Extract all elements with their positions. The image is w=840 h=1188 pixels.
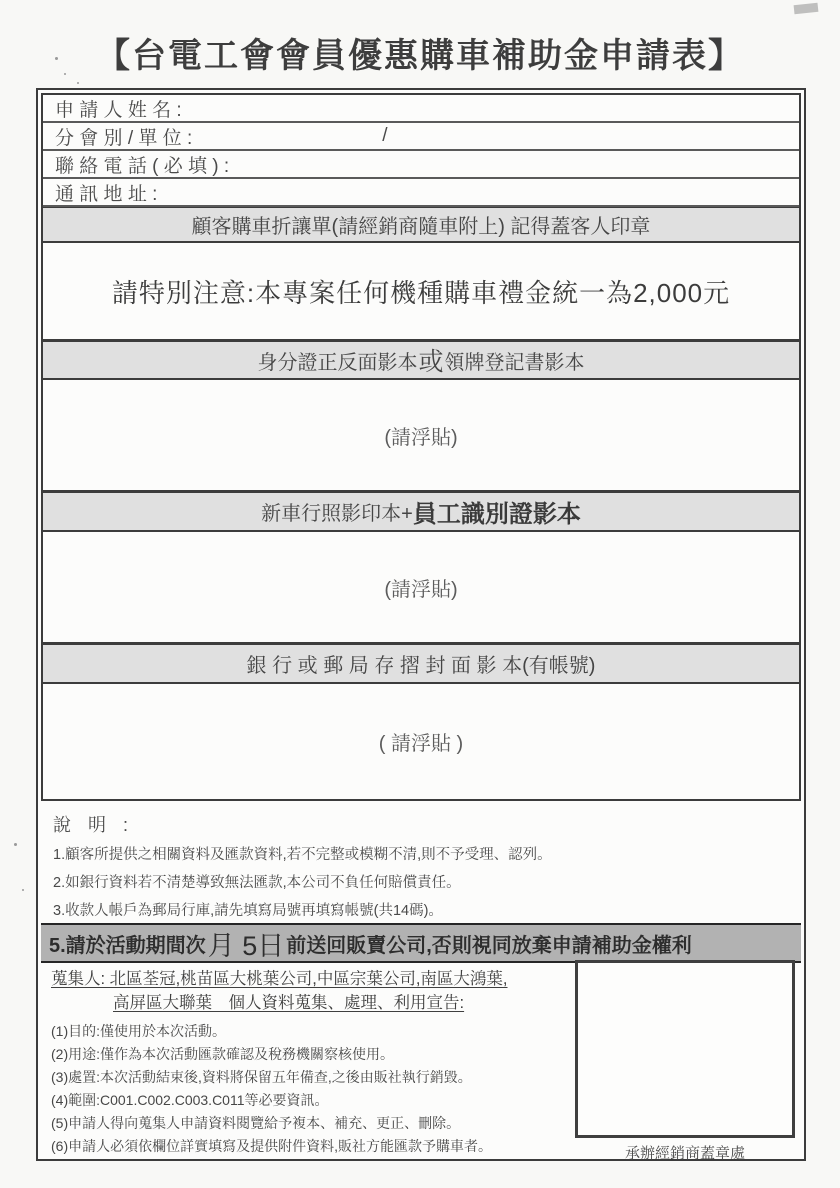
privacy-items — [41, 1020, 586, 1158]
license-copy-paste-hint: (請浮貼) — [384, 578, 458, 601]
scan-speckle — [22, 889, 24, 891]
notes-block — [41, 805, 801, 925]
id-copy-paste-hint: (請浮貼) — [384, 426, 458, 449]
special-notice-area — [43, 243, 799, 341]
bankbook-header-text: 銀 行 或 郵 局 存 摺 封 面 影 本(有帳號) — [246, 655, 596, 677]
id-copy-header-or: 或 — [418, 348, 444, 376]
special-notice-text: 請特別注意:本專案任何機種購車禮金統一為2,000元 — [111, 277, 731, 308]
bankbook-paste-area — [43, 684, 799, 799]
mailing-address-label: 通 訊 地 址 : — [55, 183, 158, 205]
id-copy-paste-area — [43, 380, 799, 492]
privacy-item-3: (3)處置:本次活動結束後,資料將保留五年備查,之後由販社執行銷毀。 — [51, 1069, 472, 1085]
privacy-collector-line1: 蒐集人: 北區荃冠,桃苗區大桃葉公司,中區宗葉公司,南區大鴻葉, — [51, 970, 508, 988]
id-copy-header-suffix: 領牌登記書影本 — [444, 351, 585, 374]
applicant-name-label: 申 請 人 姓 名 : — [55, 99, 182, 121]
deadline-suffix: 前送回販賣公司,否則視同放棄申請補助金權利 — [286, 934, 692, 957]
discount-slip-header-text: 顧客購車折讓單(請經銷商隨車附上) 記得蓋客人印章 — [191, 216, 651, 238]
section-header-id-copy — [43, 341, 799, 380]
contact-phone-label: 聯 絡 電 話 ( 必 填 ) : — [55, 155, 230, 177]
notes-heading: 說 明 : — [53, 815, 135, 835]
privacy-item-2: (2)用途:僅作為本次活動匯款確認及稅務機關察核使用。 — [51, 1046, 394, 1062]
privacy-item-5: (5)申請人得向蒐集人申請資料閱覽給予複本、補充、更正、刪除。 — [51, 1115, 461, 1131]
privacy-item-4: (4)範圍:C001.C002.C003.C011等必要資訊。 — [51, 1092, 329, 1108]
privacy-collector-line2: 高屏區大聯葉 個人資料蒐集、處理、利用宣告: — [113, 994, 465, 1012]
dealer-stamp-box — [575, 960, 795, 1138]
privacy-block — [41, 967, 586, 1158]
scan-speckle — [77, 82, 79, 84]
field-row-contact-phone — [43, 151, 799, 179]
section-header-bankbook — [43, 644, 799, 684]
deadline-date: 月 5日 — [207, 930, 285, 961]
page-title: 【台電工會會員優惠購車補助金申請表】 — [96, 37, 744, 75]
field-row-branch-unit — [43, 123, 799, 151]
scan-speckle — [64, 73, 66, 75]
dealer-stamp-label: 承辦經銷商蓋章處 — [624, 1145, 745, 1162]
bankbook-paste-hint: ( 請浮貼 ) — [378, 733, 464, 755]
note-item-2: 2.如銀行資料若不清楚導致無法匯款,本公司不負任何賠償責任。 — [53, 875, 461, 891]
section-header-discount-slip — [43, 207, 799, 243]
license-copy-header-prefix: 新車行照影印本+ — [261, 503, 413, 525]
privacy-item-6: (6)申請人必須依欄位詳實填寫及提供附件資料,販社方能匯款予購車者。 — [51, 1138, 492, 1154]
deadline-bar — [41, 923, 801, 963]
note-item-3: 3.收款人帳戶為郵局行庫,請先填寫局號再填寫帳號(共14碼)。 — [53, 903, 443, 919]
branch-unit-label: 分 會 別 / 單 位 : — [55, 127, 193, 149]
scan-speckle — [55, 57, 58, 60]
field-row-mailing-address — [43, 179, 799, 207]
deadline-prefix: 5.請於活動期間次 — [49, 934, 206, 957]
branch-unit-separator: / — [382, 125, 388, 146]
scan-smudge — [794, 3, 819, 14]
section-header-license-copy — [43, 492, 799, 532]
id-copy-header-prefix: 身分證正反面影本 — [257, 351, 418, 374]
field-row-applicant-name — [43, 95, 799, 123]
form-main-box — [41, 93, 801, 801]
license-copy-paste-area — [43, 532, 799, 644]
privacy-item-1: (1)目的:僅使用於本次活動。 — [51, 1023, 226, 1039]
note-item-1: 1.顧客所提供之相關資料及匯款資料,若不完整或模糊不清,則不予受理、認列。 — [53, 847, 552, 863]
license-copy-header-bold: 員工識別證影本 — [412, 501, 581, 528]
scan-speckle — [14, 843, 17, 846]
form-outer-border — [36, 88, 806, 1161]
